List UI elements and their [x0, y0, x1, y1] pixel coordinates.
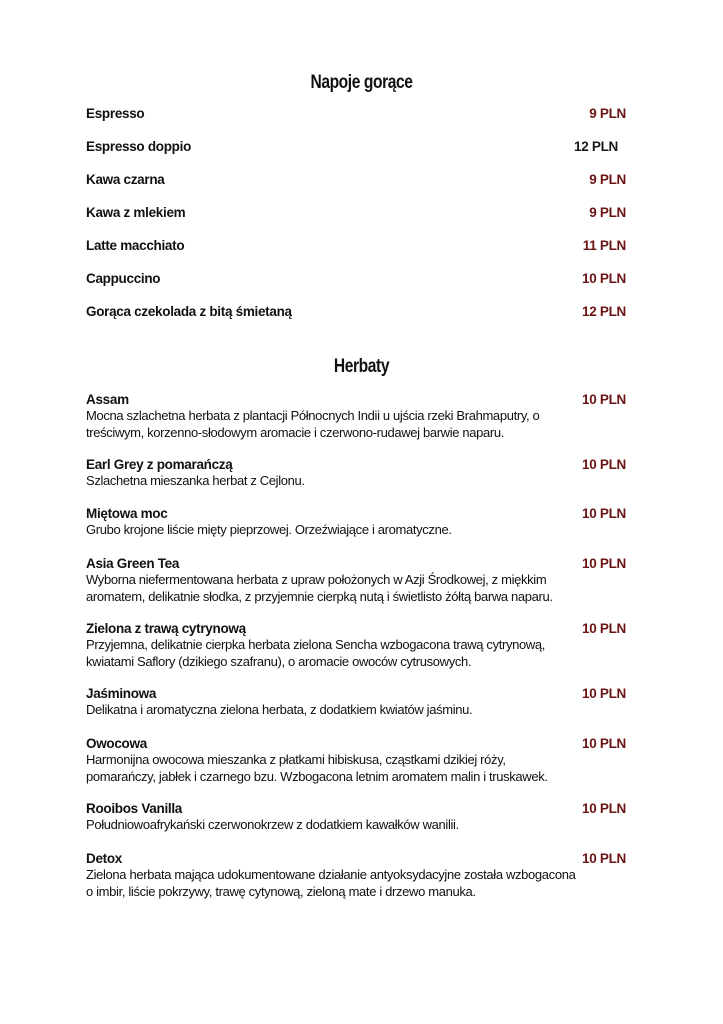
item-name: Gorąca czekolada z bitą śmietaną [86, 304, 292, 319]
item-description: Szlachetna mieszanka herbat z Cejlonu. [86, 473, 305, 488]
hot-drinks-title: Napoje gorące [310, 72, 413, 93]
item-name: Earl Grey z pomarańczą [86, 457, 233, 472]
item-name: Espresso doppio [86, 139, 192, 154]
item-price: 9 PLN [589, 106, 626, 121]
menu-item [86, 205, 626, 221]
item-price: 10 PLN [582, 686, 626, 701]
menu-item [86, 801, 626, 834]
item-price: 10 PLN [582, 457, 626, 472]
menu-item [86, 621, 626, 670]
item-name: Asia Green Tea [86, 556, 180, 571]
item-description: Harmonijna owocowa mieszanka z płatkami hibiskusa, cząstkami dzikiej róży, pomarańczy, jabłek i czarnego bzu. Wzbogacona letnim aromatem malin i truskawek. [86, 752, 548, 784]
item-description: Delikatna i aromatyczna zielona herbata, z dodatkiem kwiatów jaśminu. [86, 702, 473, 717]
item-description: Przyjemna, delikatnie cierpka herbata zielona Sencha wzbogacona trawą cytrynową, kwiatami Saflory (dzikiego szafranu), o aromacie owoców cytrusowych. [86, 637, 546, 669]
item-price: 9 PLN [589, 172, 626, 187]
menu-item [86, 457, 626, 490]
item-name: Rooibos Vanilla [86, 801, 183, 816]
menu-item [86, 686, 626, 719]
item-price: 10 PLN [582, 621, 626, 636]
item-name: Owocowa [86, 736, 147, 751]
item-name: Kawa czarna [86, 172, 165, 187]
item-description: Południowoafrykański czerwonokrzew z dodatkiem kawałków wanilii. [86, 817, 459, 832]
menu-item [86, 271, 626, 287]
item-price: 12 PLN [574, 139, 618, 154]
item-description: Wyborna niefermentowana herbata z upraw położonych w Azji Środkowej, z miękkim aromatem, delikatnie słodka, z przyjemnie cierpką nutą i świetlisto żółtą barwa naparu. [86, 572, 553, 604]
item-price: 12 PLN [582, 304, 626, 319]
item-name: Zielona z trawą cytrynową [86, 621, 246, 636]
item-name: Kawa z mlekiem [86, 205, 186, 220]
menu-item [86, 106, 626, 122]
item-price: 9 PLN [589, 205, 626, 220]
item-name: Espresso [86, 106, 145, 121]
item-name: Cappuccino [86, 271, 161, 286]
menu-item [86, 851, 626, 900]
menu-item [86, 556, 626, 605]
item-name: Assam [86, 392, 129, 407]
item-price: 11 PLN [582, 238, 626, 253]
item-name: Miętowa moc [86, 506, 168, 521]
item-description: Zielona herbata mająca udokumentowane działanie antyoksydacyjne została wzbogacona o imbir, liście pokrzywy, trawę cytynową, zieloną mate i drzewo manuka. [86, 867, 576, 899]
item-price: 10 PLN [582, 736, 626, 751]
item-name: Latte macchiato [86, 238, 185, 253]
menu-item [86, 238, 626, 254]
item-name: Jaśminowa [86, 686, 157, 701]
item-price: 10 PLN [582, 801, 626, 816]
item-price: 10 PLN [582, 556, 626, 571]
item-description: Grubo krojone liście mięty pieprzowej. Orzeźwiające i aromatyczne. [86, 522, 452, 537]
item-description: Mocna szlachetna herbata z plantacji Północnych Indii u ujścia rzeki Brahmaputry, o treściwym, korzenno-słodowym aromacie i czerwono-rudawej barwie naparu. [86, 408, 540, 440]
menu-item [86, 304, 626, 320]
menu-item [86, 172, 626, 188]
menu-item [86, 392, 626, 441]
item-price: 10 PLN [582, 851, 626, 866]
item-price: 10 PLN [582, 506, 626, 521]
item-name: Detox [86, 851, 123, 866]
item-price: 10 PLN [582, 271, 626, 286]
menu-item [86, 139, 626, 155]
item-price: 10 PLN [582, 392, 626, 407]
menu-item [86, 506, 626, 539]
menu-item [86, 736, 626, 785]
tea-title: Herbaty [333, 356, 390, 377]
